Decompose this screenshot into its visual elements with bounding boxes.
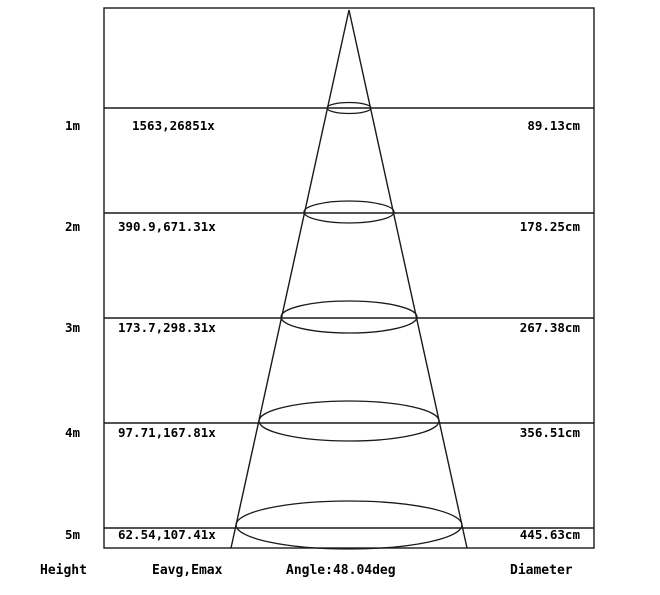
diameter-label-2m: 178.25cm <box>519 219 580 234</box>
height-label-1m: 1m <box>64 118 80 133</box>
diameter-label-1m: 89.13cm <box>527 118 580 133</box>
diameter-label-4m: 356.51cm <box>519 425 580 440</box>
footer-diameter-label: Diameter <box>510 563 573 578</box>
height-label-5m: 5m <box>64 527 80 542</box>
lux-label-5m: 62.54,107.41x <box>118 527 216 542</box>
footer-angle-label: Angle:48.04deg <box>286 563 396 578</box>
lux-label-4m: 97.71,167.81x <box>118 425 216 440</box>
lux-label-3m: 173.7,298.31x <box>118 320 216 335</box>
height-label-3m: 3m <box>64 320 80 335</box>
diameter-label-3m: 267.38cm <box>519 320 580 335</box>
height-label-4m: 4m <box>64 425 80 440</box>
footer-lux-label: Eavg,Emax <box>152 563 223 578</box>
diameter-label-5m: 445.63cm <box>519 527 580 542</box>
lux-label-1m: 1563,26851x <box>132 118 215 133</box>
lux-label-2m: 390.9,671.31x <box>118 219 216 234</box>
height-label-2m: 2m <box>64 219 80 234</box>
footer-height-label: Height <box>40 563 87 578</box>
